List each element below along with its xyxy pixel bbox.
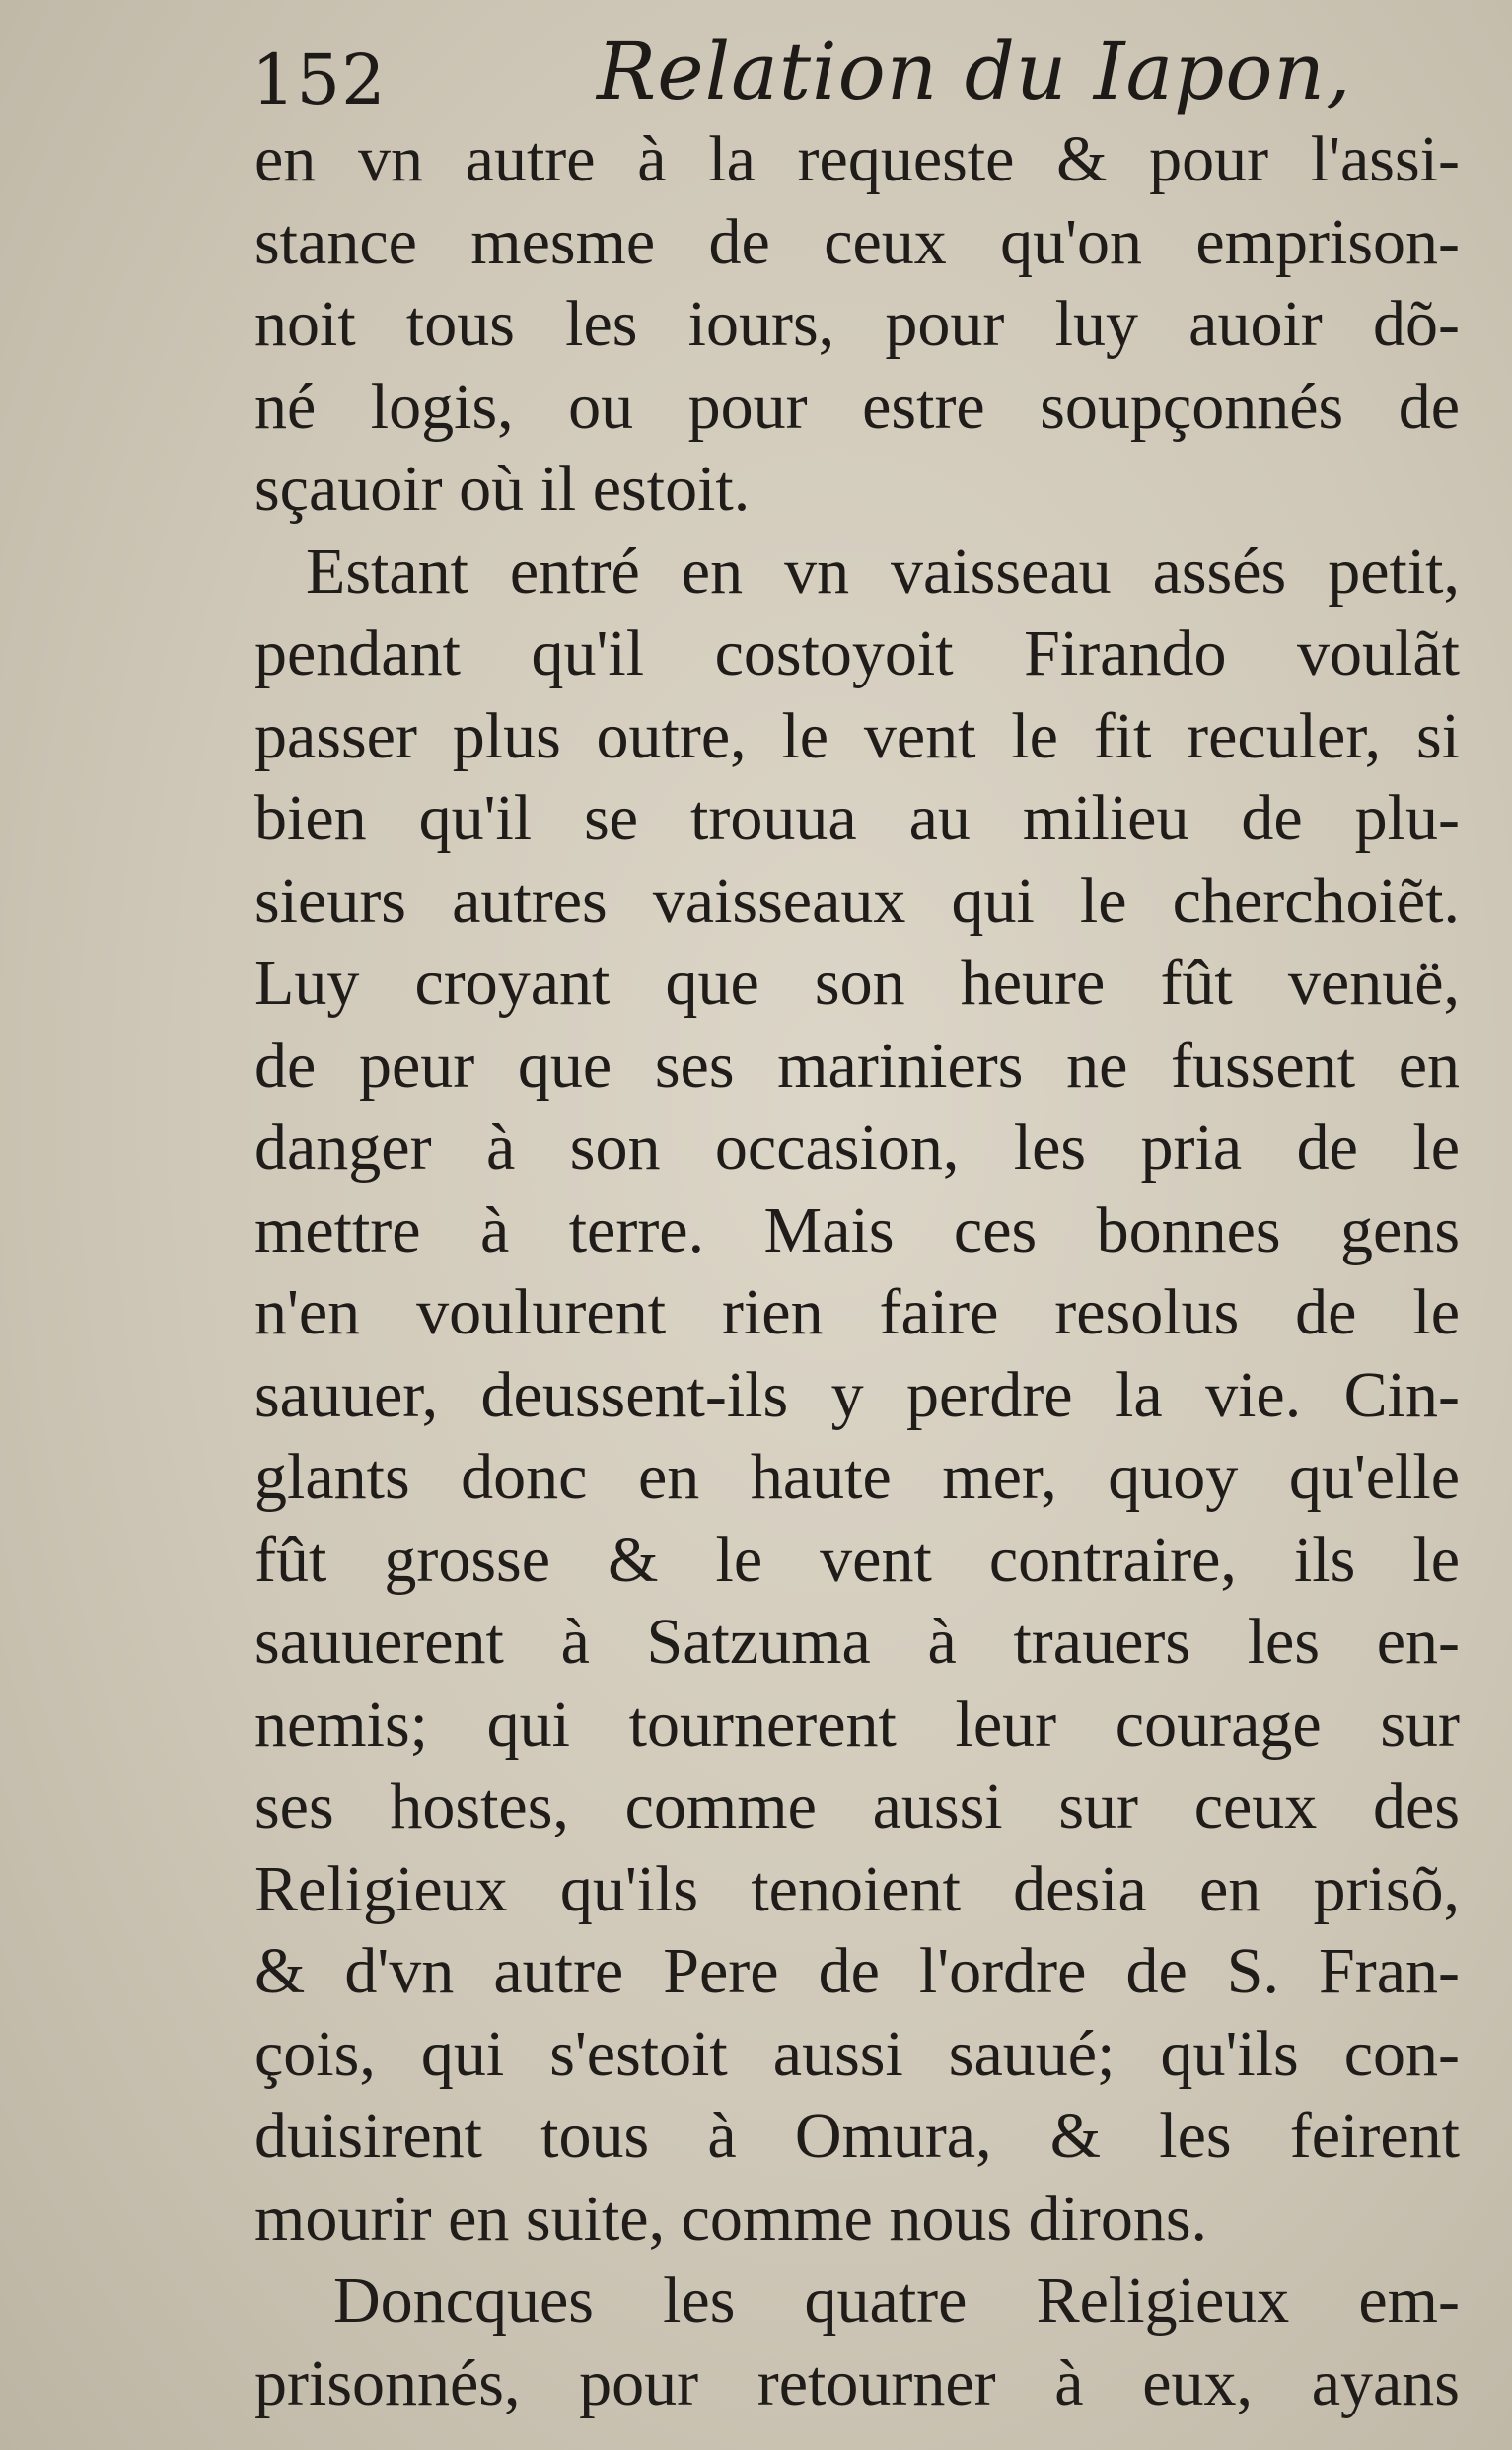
- text-line: mourir en suite, comme nous dirons.: [254, 2182, 1208, 2255]
- text-line: sieurs autres vaisseaux qui le cherchoiẽt.: [254, 864, 1460, 937]
- running-header: [252, 18, 1484, 126]
- text-line: en vn autre à la requeste & pour l'assi-: [254, 123, 1460, 195]
- text-line: noit tous les iours, pour luy auoir dõ-: [254, 288, 1460, 360]
- text-line: Luy croyant que son heure fût venuë,: [254, 947, 1460, 1019]
- text-line: bien qu'il se trouua au milieu de plu-: [254, 782, 1460, 854]
- text-line: Religieux qu'ils tenoient desia en prisõ,: [254, 1852, 1460, 1925]
- text-line: mettre à terre. Mais ces bonnes gens: [254, 1193, 1460, 1266]
- text-line: çois, qui s'estoit aussi sauué; qu'ils con-: [254, 2017, 1460, 2090]
- text-line: danger à son occasion, les pria de le: [254, 1112, 1460, 1184]
- body-text: [254, 118, 1460, 2424]
- text-line: de peur que ses mariniers ne fussent en: [254, 1029, 1460, 1102]
- text-line: duisirent tous à Omura, & les feirent: [254, 2100, 1460, 2172]
- running-title: Relation du Iapon,: [597, 26, 1352, 117]
- text-line: sauuer, deussent-ils y perdre la vie. Cin-: [254, 1358, 1460, 1431]
- text-line: n'en voulurent rien faire resolus de le: [254, 1276, 1460, 1348]
- text-line: Doncques les quatre Religieux em-: [333, 2265, 1460, 2337]
- text-line: glants donc en haute mer, quoy qu'elle: [254, 1441, 1460, 1513]
- text-line: & d'vn autre Pere de l'ordre de S. Fran-: [254, 1935, 1460, 2007]
- text-line: ses hostes, comme aussi sur ceux des: [254, 1770, 1460, 1842]
- text-line: nemis; qui tournerent leur courage sur: [254, 1688, 1460, 1761]
- text-line: prisonnés, pour retourner à eux, ayans: [254, 2346, 1460, 2419]
- text-line: Estant entré en vn vaisseau assés petit,: [306, 535, 1460, 608]
- page-number: 152: [252, 39, 387, 120]
- text-line: né logis, ou pour estre soupçonnés de: [254, 370, 1460, 443]
- text-line: passer plus outre, le vent le fit reculer, si: [254, 699, 1460, 772]
- text-line: sauuerent à Satzuma à trauers les en-: [254, 1606, 1460, 1678]
- text-line: stance mesme de ceux qu'on emprison-: [254, 205, 1460, 278]
- text-line: sçauoir où il estoit.: [254, 453, 751, 525]
- text-line: pendant qu'il costoyoit Firando voulãt: [254, 617, 1460, 689]
- text-line: fût grosse & le vent contraire, ils le: [254, 1523, 1460, 1596]
